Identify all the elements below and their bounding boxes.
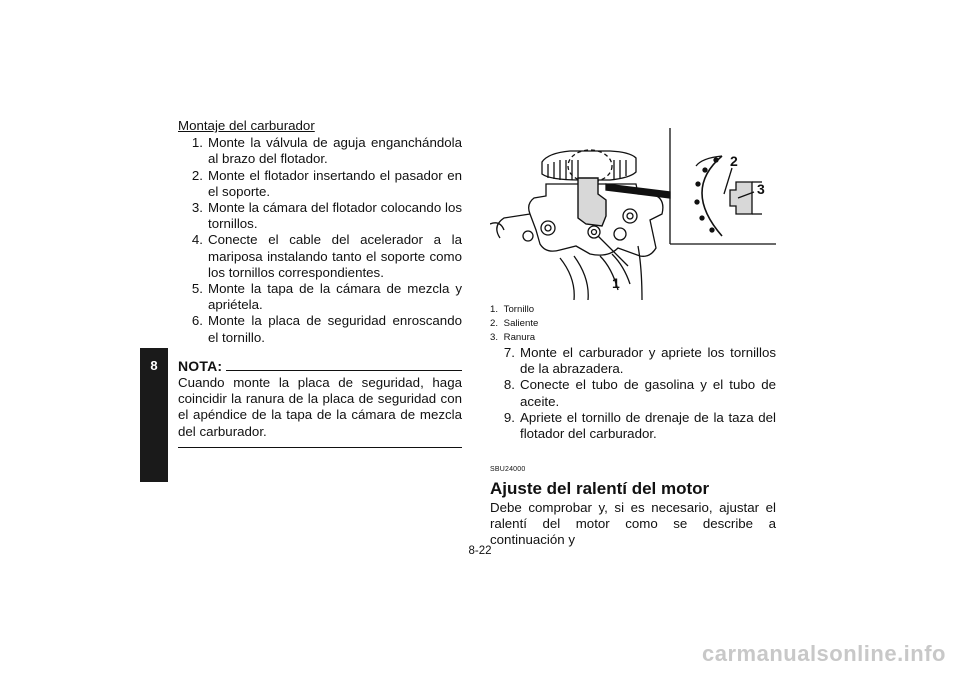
list-item [490, 331, 776, 345]
right-column [490, 118, 776, 548]
note-text: Cuando monte la placa de seguridad, haga coincidir la ranura de la placa de seguridad con el apéndice de la tapa de la cámara de mezcla del carburador. [178, 375, 462, 439]
leader-line-1 [598, 236, 628, 266]
list-item [178, 200, 462, 232]
figure-label-2: 2 [730, 153, 738, 169]
dashed-highlight [568, 150, 612, 182]
step-number: 4. [191, 232, 203, 248]
step-text: Monte la placa de seguridad enroscando el tornillo. [208, 313, 462, 345]
step-text: Monte el flotador insertando el pasador en el soporte. [208, 167, 462, 199]
step-text: Apriete el tornillo de drenaje de la taza del flotador del carburador. [520, 409, 776, 442]
watermark: carmanualsonline.info [702, 641, 946, 666]
caption-number: 2. [490, 318, 499, 329]
step-number: 1. [191, 135, 203, 151]
list-item [490, 377, 776, 409]
list-item [178, 168, 462, 200]
section-title: Ajuste del ralentí del motor [490, 479, 710, 499]
step-number: 7. [503, 345, 515, 360]
note-label: NOTA: [178, 357, 223, 374]
step-number: 3. [191, 200, 203, 216]
step-number: 6. [191, 313, 203, 329]
step-number: 5. [191, 281, 203, 297]
section-body: Debe comprobar y, si es necesario, ajustar el ralentí del motor como se describe a continuación y [490, 499, 776, 548]
caption-text: Saliente [503, 318, 539, 329]
list-item [178, 232, 462, 281]
list-item [178, 135, 462, 167]
carburator-illustration [490, 118, 776, 300]
list-item [490, 317, 776, 331]
carburator-drawing [490, 118, 776, 300]
list-item [490, 410, 776, 442]
note-rule [226, 370, 462, 371]
procedure-heading: Montaje del carburador [178, 118, 315, 133]
cap-outline [542, 151, 636, 180]
caption-text: Ranura [503, 332, 536, 343]
chapter-tab [140, 348, 168, 482]
zoom-pointer [606, 184, 670, 198]
list-item [178, 281, 462, 313]
caption-text: Tornillo [503, 304, 535, 315]
caption-number: 3. [490, 332, 499, 343]
step-text: Monte la tapa de la cámara de mezcla y apriétela. [208, 281, 462, 313]
caption-number: 1. [490, 304, 499, 315]
slot-block [730, 182, 752, 214]
step-text: Monte la cámara del flotador colocando los tornillos. [208, 200, 462, 232]
step-text: Conecte el tubo de gasolina y el tubo de aceite. [520, 377, 776, 409]
figure-label-1: 1 [612, 275, 620, 291]
step-text: Monte el carburador y apriete los tornillos de la abrazadera. [520, 345, 776, 377]
step-number: 9. [503, 409, 515, 425]
page-number: 8-22 [468, 545, 492, 557]
step-number: 2. [191, 167, 203, 183]
step-text: Monte la válvula de aguja enganchándola al brazo del flotador. [208, 135, 462, 167]
list-item [178, 313, 462, 345]
note-header [178, 358, 462, 374]
step-number: 8. [503, 377, 515, 393]
section-code: SBU24000 [490, 466, 526, 474]
figure-captions [490, 303, 776, 345]
list-item [490, 345, 776, 377]
safety-plate [578, 178, 606, 226]
list-item [490, 303, 776, 317]
step-text: Conecte el cable del acelerador a la mariposa instalando tanto el soporte como los tornillos correspondientes. [208, 232, 462, 280]
left-steps-list [178, 135, 462, 346]
figure-label-3: 3 [757, 181, 765, 197]
chapter-number: 8 [150, 358, 158, 373]
note-end-rule [178, 447, 462, 448]
left-column [178, 118, 462, 448]
right-steps-list [490, 345, 776, 442]
